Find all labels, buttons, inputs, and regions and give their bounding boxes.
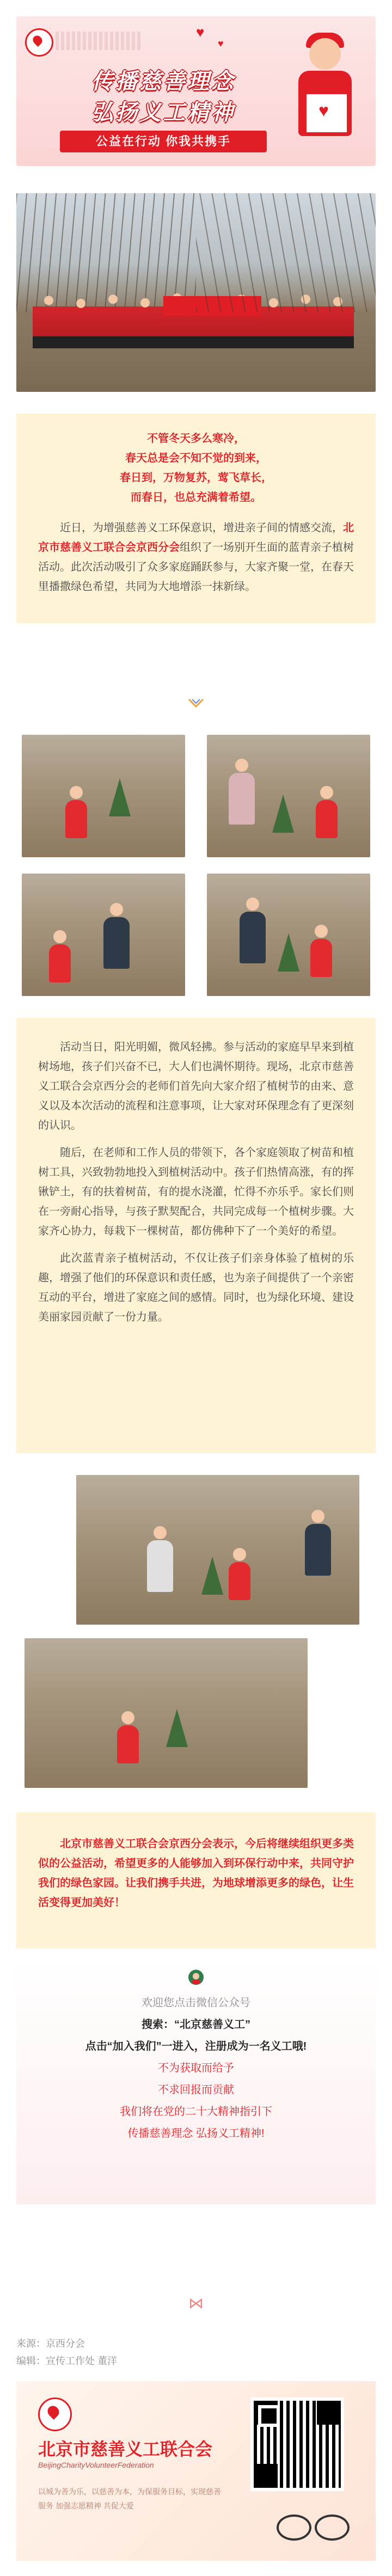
body-box — [16, 1018, 376, 1453]
glasses-icon — [272, 2509, 354, 2542]
activity-photo — [207, 735, 370, 857]
follow-line: 不为获取而给予 — [158, 2062, 234, 2074]
closing-statement: 北京市慈善义工联合会京西分会表示，今后将继续组织更多类似的公益活动，希望更多的人能够加入到环保行动中来，共同守护我们的绿色家园。让我们携手共进，为地球增添更多的绿色，让生活变得更加美好！ — [38, 1838, 354, 1909]
banner-slogan: 公益在行动 你我共携手 — [60, 131, 267, 152]
follow-line: 不求回报而贡献 — [158, 2084, 234, 2096]
org-highlight: 北京市慈善义工联合会京西分会 — [38, 522, 354, 554]
org-logo-icon — [25, 28, 53, 57]
follow-join: 点击“加入我们”一进入，注册成为一名义工哦! — [85, 2040, 307, 2052]
poem-line: 而春日，也总充满着希望。 — [131, 491, 261, 503]
org-footer — [16, 2381, 376, 2561]
header-banner — [16, 16, 376, 166]
credit-editor: 编辑：宣传工作处 董洋 — [16, 2356, 117, 2366]
follow-line: 传播慈善理念 弘扬义工精神! — [127, 2128, 265, 2140]
org-motto: 以城为善为乐，以慈善为本，为保服务目标，实现慈善服务 加强志愿精神 共促大爱 — [38, 2487, 221, 2510]
intro-box — [16, 414, 376, 623]
org-name: 北京市慈善义工联合会 — [38, 2439, 213, 2459]
poem-line: 春日到，万物复苏，莺飞草长， — [120, 472, 272, 484]
red-flag — [163, 296, 261, 316]
group-photo — [16, 193, 376, 392]
volunteer-avatar-icon — [188, 1969, 204, 1985]
credits — [16, 2335, 117, 2370]
chevron-down-icon — [188, 698, 204, 708]
intro-text-before: 近日，为增强慈善义工环保意识，增进亲子间的情感交流， — [60, 522, 343, 534]
activity-photo — [22, 874, 185, 996]
credit-source: 来源：京西分会 — [16, 2338, 85, 2349]
banner-title-line2: 弘扬义工精神 — [91, 101, 235, 125]
poem-line: 不管冬天多么寒冷， — [147, 433, 245, 445]
heart-icon: ♥ — [196, 24, 205, 40]
follow-line: 我们将在党的二十大精神指引下 — [120, 2106, 272, 2118]
activity-photo — [24, 1638, 308, 1788]
activity-photo — [22, 735, 185, 857]
follow-welcome: 欢迎您点击微信公众号 — [142, 1997, 250, 2009]
intro-text-after: 组织了一场别开生面的蓝青亲子植树活动。此次活动吸引了众多家庭踊跃参与，大家齐聚一堂，在春天里播撒绿色希望，共同为大地增添一抹新绿。 — [38, 542, 354, 593]
org-name-english: BeijingCharityVolunteerFederation — [38, 2461, 154, 2469]
org-logo-icon — [38, 2397, 72, 2431]
org-name-watermark — [56, 32, 143, 50]
follow-search: 搜索：“北京慈善义工” — [142, 2019, 250, 2031]
poem-line: 春天总是会不知不觉的到来， — [125, 452, 267, 464]
follow-block — [16, 1992, 376, 2144]
ribbon-bow-icon: ⋈ — [188, 2295, 204, 2311]
body-paragraph: 活动当日，阳光明媚，微风轻拂。参与活动的家庭早早来到植树场地，孩子们兴奋不已，大人们也满怀期待。现场，北京市慈善义工联合会京西分会的老师们首先向大家介绍了植树节的由来、意义以及本次活动的流程和注意事项，让大家对环保理念有了更深刻的认识。 — [38, 1041, 354, 1132]
banner-title-line1: 传播慈善理念 — [91, 70, 235, 94]
heart-icon: ♥ — [218, 38, 224, 49]
volunteer-illustration — [283, 33, 365, 158]
heart-box-icon — [305, 93, 348, 134]
activity-photo — [207, 874, 370, 996]
body-paragraph: 随后，在老师和工作人员的带领下，各个家庭领取了树苗和植树工具，兴致勃勃地投入到植树活动中。孩子们热情高涨，有的挥锹铲土，有的扶着树苗，有的提水浇灌，忙得不亦乐乎。家长们则在一旁耐心指导，与孩子默契配合，共同完成每一个植树步骤。大家齐心协力，每栽下一棵树苗，都仿佛种下了一个美好的希望。 — [38, 1147, 354, 1237]
intro-paragraph — [38, 518, 354, 597]
poem — [38, 429, 354, 507]
qr-code-icon[interactable] — [250, 2397, 344, 2491]
body-paragraph: 此次蓝青亲子植树活动，不仅让孩子们亲身体验了植树的乐趣，增强了他们的环保意识和责任感，也为亲子间提供了一个亲密互动的平台，增进了家庭之间的感情。同时，也为绿化环境、建设美丽家园贡献了一份力量。 — [38, 1252, 354, 1323]
closing-box — [16, 1812, 376, 1948]
activity-photo — [76, 1475, 359, 1625]
